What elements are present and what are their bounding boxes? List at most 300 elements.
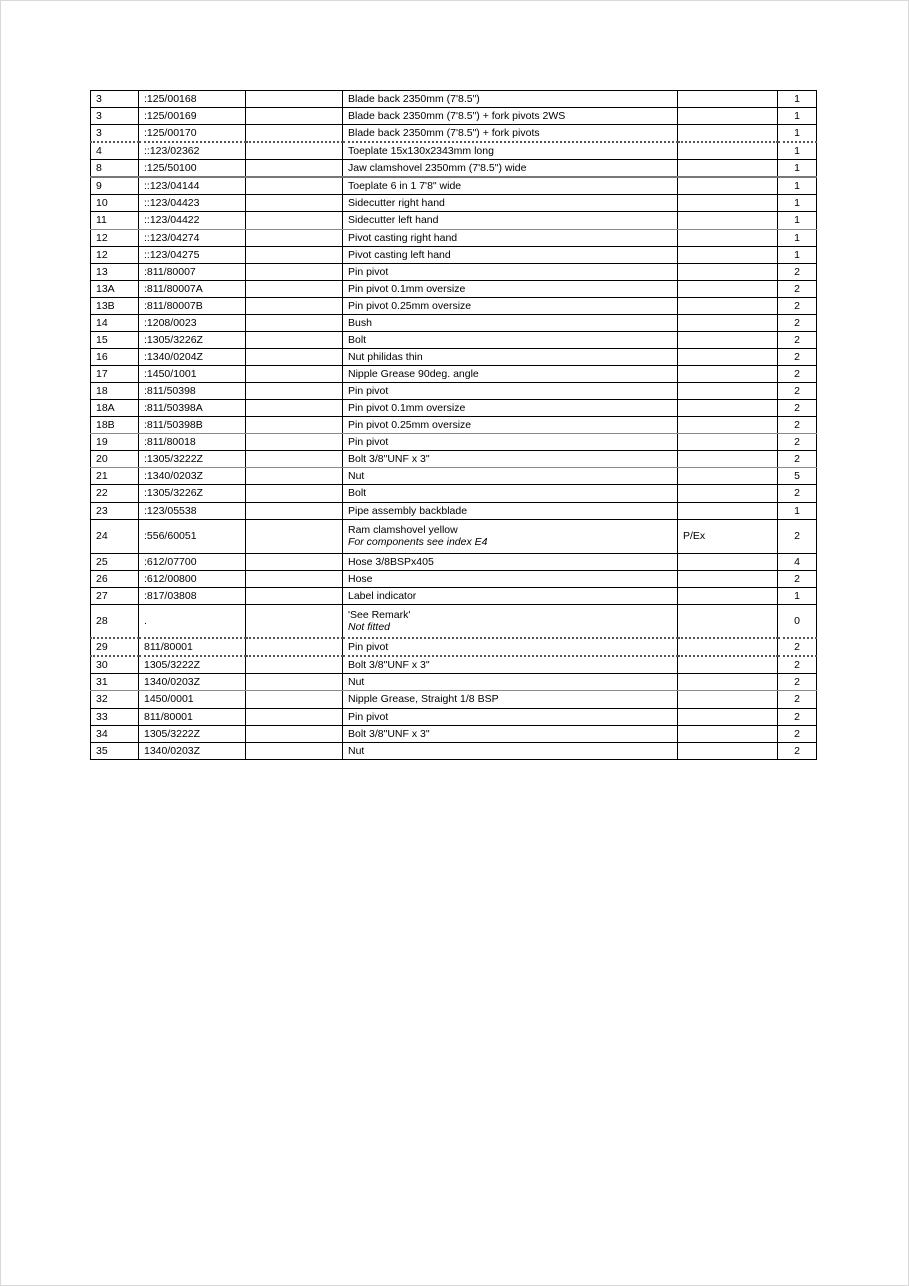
description-text: Blade back 2350mm (7'8.5") + fork pivots bbox=[348, 127, 540, 140]
cell-part-number: :811/80007A bbox=[139, 280, 246, 297]
cell-remark bbox=[678, 229, 778, 246]
cell-spacer bbox=[246, 229, 343, 246]
cell-remark bbox=[678, 366, 778, 383]
cell-quantity: 2 bbox=[778, 519, 817, 553]
cell-spacer bbox=[246, 708, 343, 725]
cell-part-number: ::123/02362 bbox=[139, 142, 246, 160]
cell-quantity: 1 bbox=[778, 91, 817, 108]
cell-quantity: 1 bbox=[778, 160, 817, 178]
description-text: Pivot casting left hand bbox=[348, 248, 451, 261]
cell-quantity: 2 bbox=[778, 417, 817, 434]
description-text: Bolt 3/8"UNF x 3" bbox=[348, 727, 430, 740]
cell-item-number: 30 bbox=[91, 656, 139, 674]
cell-part-number: 1305/3222Z bbox=[139, 725, 246, 742]
cell-description bbox=[343, 570, 678, 587]
parts-table-container bbox=[90, 90, 816, 760]
cell-remark bbox=[678, 725, 778, 742]
cell-description bbox=[343, 108, 678, 125]
cell-spacer bbox=[246, 638, 343, 656]
cell-part-number: :811/50398 bbox=[139, 383, 246, 400]
table-row bbox=[91, 331, 817, 348]
cell-item-number: 18B bbox=[91, 417, 139, 434]
cell-quantity: 1 bbox=[778, 229, 817, 246]
table-row bbox=[91, 91, 817, 108]
table-row bbox=[91, 348, 817, 365]
description-text: Sidecutter left hand bbox=[348, 214, 439, 227]
cell-remark bbox=[678, 638, 778, 656]
cell-spacer bbox=[246, 742, 343, 759]
table-row bbox=[91, 400, 817, 417]
cell-description bbox=[343, 451, 678, 468]
cell-part-number: ::123/04274 bbox=[139, 229, 246, 246]
cell-item-number: 22 bbox=[91, 485, 139, 502]
table-row bbox=[91, 417, 817, 434]
cell-spacer bbox=[246, 108, 343, 125]
description-text: Pin pivot bbox=[348, 641, 389, 654]
cell-part-number: 811/80001 bbox=[139, 638, 246, 656]
cell-description bbox=[343, 656, 678, 674]
cell-item-number: 28 bbox=[91, 604, 139, 638]
cell-quantity: 1 bbox=[778, 142, 817, 160]
cell-part-number: :123/05538 bbox=[139, 502, 246, 519]
table-row bbox=[91, 604, 817, 638]
cell-spacer bbox=[246, 417, 343, 434]
description-text: Toeplate 6 in 1 7'8" wide bbox=[348, 180, 462, 193]
description-text: Blade back 2350mm (7'8.5") + fork pivots 2WS bbox=[348, 110, 566, 123]
cell-item-number: 26 bbox=[91, 570, 139, 587]
cell-spacer bbox=[246, 195, 343, 212]
cell-description bbox=[343, 263, 678, 280]
cell-spacer bbox=[246, 434, 343, 451]
cell-item-number: 3 bbox=[91, 108, 139, 125]
cell-spacer bbox=[246, 366, 343, 383]
cell-description bbox=[343, 383, 678, 400]
table-row bbox=[91, 468, 817, 485]
cell-item-number: 13A bbox=[91, 280, 139, 297]
description-text: Nut bbox=[348, 744, 365, 757]
cell-description bbox=[343, 502, 678, 519]
cell-quantity: 2 bbox=[778, 366, 817, 383]
cell-description bbox=[343, 366, 678, 383]
cell-remark bbox=[678, 91, 778, 108]
table-row bbox=[91, 125, 817, 143]
cell-item-number: 4 bbox=[91, 142, 139, 160]
cell-part-number: :811/80007 bbox=[139, 263, 246, 280]
description-text: Nipple Grease, Straight 1/8 BSP bbox=[348, 693, 499, 706]
cell-description bbox=[343, 587, 678, 604]
cell-description bbox=[343, 725, 678, 742]
description-note-text: For components see index E4 bbox=[348, 536, 488, 549]
cell-part-number: 1305/3222Z bbox=[139, 656, 246, 674]
cell-item-number: 33 bbox=[91, 708, 139, 725]
cell-quantity: 2 bbox=[778, 451, 817, 468]
cell-remark bbox=[678, 383, 778, 400]
cell-description bbox=[343, 674, 678, 691]
cell-item-number: 17 bbox=[91, 366, 139, 383]
cell-item-number: 32 bbox=[91, 691, 139, 708]
cell-item-number: 8 bbox=[91, 160, 139, 178]
cell-part-number: ::123/04275 bbox=[139, 246, 246, 263]
description-text: Pin pivot 0.25mm oversize bbox=[348, 419, 472, 432]
cell-item-number: 16 bbox=[91, 348, 139, 365]
cell-description bbox=[343, 708, 678, 725]
description-text: Bolt 3/8"UNF x 3" bbox=[348, 659, 430, 672]
table-row bbox=[91, 160, 817, 178]
cell-description bbox=[343, 638, 678, 656]
cell-spacer bbox=[246, 570, 343, 587]
description-text: Nut bbox=[348, 676, 365, 689]
cell-remark bbox=[678, 177, 778, 195]
cell-remark bbox=[678, 468, 778, 485]
table-row bbox=[91, 195, 817, 212]
cell-quantity: 2 bbox=[778, 725, 817, 742]
cell-item-number: 27 bbox=[91, 587, 139, 604]
description-text: Jaw clamshovel 2350mm (7'8.5") wide bbox=[348, 162, 527, 175]
cell-item-number: 31 bbox=[91, 674, 139, 691]
cell-description bbox=[343, 348, 678, 365]
cell-remark bbox=[678, 297, 778, 314]
table-row bbox=[91, 383, 817, 400]
cell-item-number: 23 bbox=[91, 502, 139, 519]
cell-part-number: ::123/04144 bbox=[139, 177, 246, 195]
cell-part-number: :1340/0204Z bbox=[139, 348, 246, 365]
description-text: Nut philidas thin bbox=[348, 350, 423, 363]
cell-quantity: 2 bbox=[778, 400, 817, 417]
cell-item-number: 3 bbox=[91, 125, 139, 143]
cell-part-number: :125/00168 bbox=[139, 91, 246, 108]
cell-description bbox=[343, 160, 678, 178]
cell-quantity: 0 bbox=[778, 604, 817, 638]
cell-remark bbox=[678, 125, 778, 143]
parts-table-body bbox=[91, 91, 817, 760]
cell-quantity: 1 bbox=[778, 108, 817, 125]
cell-part-number: :817/03808 bbox=[139, 587, 246, 604]
cell-description bbox=[343, 417, 678, 434]
cell-remark bbox=[678, 434, 778, 451]
cell-remark bbox=[678, 674, 778, 691]
table-row bbox=[91, 280, 817, 297]
cell-description bbox=[343, 691, 678, 708]
table-row bbox=[91, 366, 817, 383]
cell-description bbox=[343, 125, 678, 143]
parts-table bbox=[90, 90, 817, 760]
table-row bbox=[91, 263, 817, 280]
cell-spacer bbox=[246, 263, 343, 280]
table-row bbox=[91, 246, 817, 263]
cell-description bbox=[343, 400, 678, 417]
cell-description bbox=[343, 280, 678, 297]
cell-part-number: 1340/0203Z bbox=[139, 742, 246, 759]
cell-item-number: 12 bbox=[91, 246, 139, 263]
cell-item-number: 20 bbox=[91, 451, 139, 468]
cell-description bbox=[343, 177, 678, 195]
cell-spacer bbox=[246, 383, 343, 400]
description-text: Pin pivot 0.25mm oversize bbox=[348, 299, 472, 312]
cell-part-number: :1340/0203Z bbox=[139, 468, 246, 485]
cell-quantity: 2 bbox=[778, 656, 817, 674]
cell-description bbox=[343, 212, 678, 229]
cell-part-number: :1305/3222Z bbox=[139, 451, 246, 468]
cell-remark bbox=[678, 451, 778, 468]
cell-quantity: 2 bbox=[778, 691, 817, 708]
cell-quantity: 2 bbox=[778, 434, 817, 451]
cell-remark bbox=[678, 502, 778, 519]
cell-spacer bbox=[246, 297, 343, 314]
cell-item-number: 12 bbox=[91, 229, 139, 246]
cell-part-number: :811/80018 bbox=[139, 434, 246, 451]
cell-part-number: :1305/3226Z bbox=[139, 485, 246, 502]
cell-quantity: 2 bbox=[778, 331, 817, 348]
description-text: Bush bbox=[348, 316, 372, 329]
cell-description bbox=[343, 485, 678, 502]
cell-remark bbox=[678, 280, 778, 297]
table-row bbox=[91, 708, 817, 725]
cell-spacer bbox=[246, 246, 343, 263]
cell-part-number: 811/80001 bbox=[139, 708, 246, 725]
cell-item-number: 13B bbox=[91, 297, 139, 314]
table-row bbox=[91, 142, 817, 160]
table-row bbox=[91, 725, 817, 742]
cell-part-number: . bbox=[139, 604, 246, 638]
cell-quantity: 4 bbox=[778, 553, 817, 570]
table-row bbox=[91, 314, 817, 331]
cell-item-number: 3 bbox=[91, 91, 139, 108]
cell-remark: P/Ex bbox=[678, 519, 778, 553]
cell-spacer bbox=[246, 348, 343, 365]
cell-spacer bbox=[246, 142, 343, 160]
cell-description bbox=[343, 434, 678, 451]
cell-spacer bbox=[246, 91, 343, 108]
table-row bbox=[91, 742, 817, 759]
cell-remark bbox=[678, 708, 778, 725]
cell-description bbox=[343, 195, 678, 212]
description-text: Label indicator bbox=[348, 589, 417, 602]
description-text: 'See Remark' bbox=[348, 608, 411, 621]
cell-item-number: 25 bbox=[91, 553, 139, 570]
cell-spacer bbox=[246, 674, 343, 691]
cell-description bbox=[343, 519, 678, 553]
cell-remark bbox=[678, 212, 778, 229]
cell-quantity: 1 bbox=[778, 195, 817, 212]
cell-quantity: 2 bbox=[778, 280, 817, 297]
cell-description bbox=[343, 314, 678, 331]
table-row bbox=[91, 502, 817, 519]
cell-quantity: 1 bbox=[778, 587, 817, 604]
description-text: Bolt bbox=[348, 487, 367, 500]
description-text: Pin pivot 0.1mm oversize bbox=[348, 402, 466, 415]
cell-remark bbox=[678, 570, 778, 587]
cell-remark bbox=[678, 246, 778, 263]
cell-description bbox=[343, 742, 678, 759]
description-text: Pin pivot bbox=[348, 265, 389, 278]
table-row bbox=[91, 177, 817, 195]
cell-item-number: 21 bbox=[91, 468, 139, 485]
cell-part-number: :125/00170 bbox=[139, 125, 246, 143]
description-text: Toeplate 15x130x2343mm long bbox=[348, 145, 494, 158]
cell-remark bbox=[678, 485, 778, 502]
description-text: Pin pivot bbox=[348, 436, 389, 449]
cell-item-number: 19 bbox=[91, 434, 139, 451]
cell-part-number: :612/00800 bbox=[139, 570, 246, 587]
description-text: Pivot casting right hand bbox=[348, 231, 458, 244]
cell-spacer bbox=[246, 587, 343, 604]
cell-description bbox=[343, 604, 678, 638]
cell-part-number: :612/07700 bbox=[139, 553, 246, 570]
table-row bbox=[91, 434, 817, 451]
cell-remark bbox=[678, 160, 778, 178]
description-text: Bolt bbox=[348, 333, 367, 346]
cell-quantity: 1 bbox=[778, 177, 817, 195]
cell-part-number: :811/50398B bbox=[139, 417, 246, 434]
cell-description bbox=[343, 553, 678, 570]
cell-spacer bbox=[246, 725, 343, 742]
cell-item-number: 18 bbox=[91, 383, 139, 400]
cell-item-number: 13 bbox=[91, 263, 139, 280]
cell-spacer bbox=[246, 468, 343, 485]
cell-item-number: 18A bbox=[91, 400, 139, 417]
cell-remark bbox=[678, 331, 778, 348]
cell-part-number: :125/00169 bbox=[139, 108, 246, 125]
cell-part-number: :1450/1001 bbox=[139, 366, 246, 383]
cell-remark bbox=[678, 108, 778, 125]
cell-part-number: :125/50100 bbox=[139, 160, 246, 178]
cell-quantity: 2 bbox=[778, 638, 817, 656]
cell-item-number: 14 bbox=[91, 314, 139, 331]
cell-remark bbox=[678, 142, 778, 160]
description-text: Ram clamshovel yellow bbox=[348, 524, 458, 536]
cell-item-number: 15 bbox=[91, 331, 139, 348]
table-row bbox=[91, 519, 817, 553]
cell-quantity: 1 bbox=[778, 246, 817, 263]
cell-remark bbox=[678, 417, 778, 434]
cell-part-number: 1450/0001 bbox=[139, 691, 246, 708]
description-text: Pin pivot 0.1mm oversize bbox=[348, 282, 466, 295]
cell-spacer bbox=[246, 125, 343, 143]
cell-remark bbox=[678, 587, 778, 604]
table-row bbox=[91, 108, 817, 125]
description-text: Hose 3/8BSPx405 bbox=[348, 555, 434, 568]
cell-item-number: 10 bbox=[91, 195, 139, 212]
cell-remark bbox=[678, 348, 778, 365]
table-row bbox=[91, 553, 817, 570]
cell-description bbox=[343, 246, 678, 263]
cell-quantity: 5 bbox=[778, 468, 817, 485]
description-text: Bolt 3/8"UNF x 3" bbox=[348, 453, 430, 466]
cell-spacer bbox=[246, 177, 343, 195]
cell-part-number: ::123/04423 bbox=[139, 195, 246, 212]
cell-spacer bbox=[246, 485, 343, 502]
cell-quantity: 2 bbox=[778, 383, 817, 400]
cell-spacer bbox=[246, 502, 343, 519]
description-text: Nut bbox=[348, 470, 365, 483]
table-row bbox=[91, 212, 817, 229]
cell-description bbox=[343, 297, 678, 314]
cell-spacer bbox=[246, 314, 343, 331]
cell-spacer bbox=[246, 451, 343, 468]
cell-spacer bbox=[246, 280, 343, 297]
cell-item-number: 34 bbox=[91, 725, 139, 742]
cell-quantity: 2 bbox=[778, 263, 817, 280]
description-note-text: Not fitted bbox=[348, 621, 391, 633]
table-row bbox=[91, 297, 817, 314]
description-text: Pin pivot bbox=[348, 710, 389, 723]
cell-spacer bbox=[246, 212, 343, 229]
cell-remark bbox=[678, 400, 778, 417]
table-row bbox=[91, 587, 817, 604]
cell-quantity: 1 bbox=[778, 502, 817, 519]
cell-description bbox=[343, 229, 678, 246]
table-row bbox=[91, 691, 817, 708]
cell-item-number: 29 bbox=[91, 638, 139, 656]
cell-spacer bbox=[246, 160, 343, 178]
cell-description bbox=[343, 468, 678, 485]
cell-quantity: 2 bbox=[778, 314, 817, 331]
cell-remark bbox=[678, 604, 778, 638]
cell-remark bbox=[678, 195, 778, 212]
description-text: Pipe assembly backblade bbox=[348, 504, 468, 517]
cell-spacer bbox=[246, 331, 343, 348]
cell-quantity: 1 bbox=[778, 212, 817, 229]
cell-quantity: 2 bbox=[778, 485, 817, 502]
cell-description bbox=[343, 331, 678, 348]
table-row bbox=[91, 570, 817, 587]
cell-description bbox=[343, 142, 678, 160]
cell-item-number: 35 bbox=[91, 742, 139, 759]
table-row bbox=[91, 656, 817, 674]
cell-spacer bbox=[246, 519, 343, 553]
cell-part-number: ::123/04422 bbox=[139, 212, 246, 229]
cell-quantity: 2 bbox=[778, 674, 817, 691]
cell-part-number: 1340/0203Z bbox=[139, 674, 246, 691]
cell-remark bbox=[678, 742, 778, 759]
cell-quantity: 1 bbox=[778, 125, 817, 143]
cell-spacer bbox=[246, 604, 343, 638]
cell-remark bbox=[678, 553, 778, 570]
cell-remark bbox=[678, 691, 778, 708]
cell-quantity: 2 bbox=[778, 348, 817, 365]
description-text: Blade back 2350mm (7'8.5") bbox=[348, 93, 480, 105]
cell-part-number: :811/50398A bbox=[139, 400, 246, 417]
cell-spacer bbox=[246, 400, 343, 417]
table-row bbox=[91, 229, 817, 246]
cell-description bbox=[343, 91, 678, 108]
cell-item-number: 11 bbox=[91, 212, 139, 229]
cell-item-number: 24 bbox=[91, 519, 139, 553]
cell-part-number: :556/60051 bbox=[139, 519, 246, 553]
cell-quantity: 2 bbox=[778, 297, 817, 314]
cell-part-number: :1208/0023 bbox=[139, 314, 246, 331]
cell-spacer bbox=[246, 691, 343, 708]
cell-spacer bbox=[246, 553, 343, 570]
cell-item-number: 9 bbox=[91, 177, 139, 195]
cell-quantity: 2 bbox=[778, 708, 817, 725]
table-row bbox=[91, 451, 817, 468]
cell-remark bbox=[678, 263, 778, 280]
cell-spacer bbox=[246, 656, 343, 674]
description-text: Nipple Grease 90deg. angle bbox=[348, 368, 479, 380]
description-text: Sidecutter right hand bbox=[348, 197, 445, 210]
cell-remark bbox=[678, 656, 778, 674]
table-row bbox=[91, 674, 817, 691]
cell-remark bbox=[678, 314, 778, 331]
table-row bbox=[91, 485, 817, 502]
description-text: Pin pivot bbox=[348, 385, 389, 398]
cell-part-number: :1305/3226Z bbox=[139, 331, 246, 348]
cell-part-number: :811/80007B bbox=[139, 297, 246, 314]
description-text: Hose bbox=[348, 572, 373, 585]
cell-quantity: 2 bbox=[778, 570, 817, 587]
cell-quantity: 2 bbox=[778, 742, 817, 759]
